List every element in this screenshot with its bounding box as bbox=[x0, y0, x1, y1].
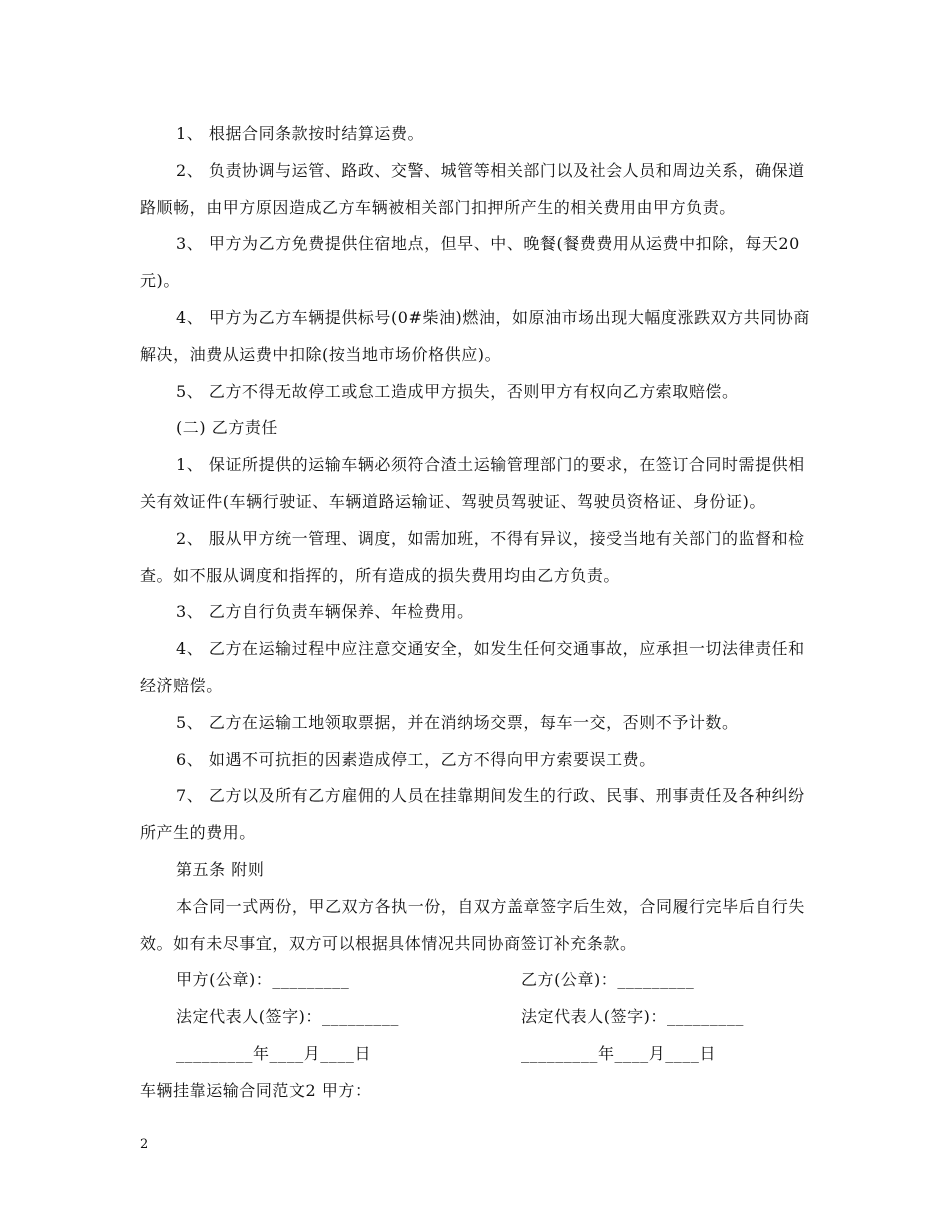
clause-a-4: 4、 甲方为乙方车辆提供标号(0#柴油)燃油，如原油市场出现大幅度涨跌双方共同协商解决，油费从运费中扣除(按当地市场价格供应)。 bbox=[140, 307, 810, 364]
party-a-date-line: _________年____月____日 bbox=[176, 1043, 371, 1063]
article-five-heading: 第五条 附则 bbox=[176, 859, 265, 879]
next-contract-title: 车辆挂靠运输合同范文2 甲方： bbox=[140, 1080, 372, 1100]
party-a-seal-line: 甲方(公章)：_________ bbox=[176, 970, 350, 990]
clause-a-2: 2、 负责协调与运管、路政、交警、城管等相关部门以及社会人员和周边关系，确保道路顺畅，由甲方原因造成乙方车辆被相关部门扣押所产生的相关费用由甲方负责。 bbox=[140, 160, 805, 217]
signature-rep-row bbox=[140, 999, 812, 1036]
supplementary-clause: 本合同一式两份，甲乙双方各执一份，自双方盖章签字后生效，合同履行完毕后自行失效。如有未尽事宜，双方可以根据具体情况共同协商签订补充条款。 bbox=[140, 896, 805, 953]
clause-b-1: 1、 保证所提供的运输车辆必须符合渣土运输管理部门的要求，在签订合同时需提供相关有效证件(车辆行驶证、车辆道路运输证、驾驶员驾驶证、驾驶员资格证、身份证)。 bbox=[140, 455, 805, 511]
party-b-date-line: _________年____月____日 bbox=[521, 1043, 716, 1063]
page-number: 2 bbox=[140, 1137, 149, 1152]
contract-body bbox=[140, 116, 812, 1110]
clause-b-6: 6、 如遇不可抗拒的因素造成停工，乙方不得向甲方索要误工费。 bbox=[176, 749, 656, 769]
clause-a-5: 5、 乙方不得无故停工或怠工造成甲方损失，否则甲方有权向乙方索取赔偿。 bbox=[176, 381, 739, 401]
section-heading-party-b: (二) 乙方责任 bbox=[176, 418, 278, 438]
clause-a-1: 1、 根据合同条款按时结算运费。 bbox=[176, 124, 425, 143]
signature-seal-row bbox=[140, 962, 812, 999]
clause-b-3: 3、 乙方自行负责车辆保养、年检费用。 bbox=[176, 602, 474, 622]
clause-b-2: 2、 服从甲方统一管理、调度，如需加班，不得有异议，接受当地有关部门的监督和检查。如不服从调度和指挥的，所有造成的损失费用均由乙方负责。 bbox=[140, 528, 805, 585]
signature-date-row bbox=[140, 1036, 812, 1073]
clause-a-3: 3、 甲方为乙方免费提供住宿地点，但早、中、晚餐(餐费费用从运费中扣除，每天20元)。 bbox=[140, 234, 800, 291]
party-a-representative-line: 法定代表人(签字)：_________ bbox=[176, 1007, 399, 1027]
clause-b-7: 7、 乙方以及所有乙方雇佣的人员在挂靠期间发生的行政、民事、刑事责任及各种纠纷所产生的费用。 bbox=[140, 786, 805, 843]
party-b-representative-line: 法定代表人(签字)：_________ bbox=[521, 1007, 744, 1027]
party-b-seal-line: 乙方(公章)：_________ bbox=[521, 970, 695, 990]
clause-b-5: 5、 乙方在运输工地领取票据，并在消纳场交票，每车一交，否则不予计数。 bbox=[176, 712, 739, 732]
clause-b-4: 4、 乙方在运输过程中应注意交通安全，如发生任何交通事故，应承担一切法律责任和经济赔偿。 bbox=[140, 639, 805, 695]
